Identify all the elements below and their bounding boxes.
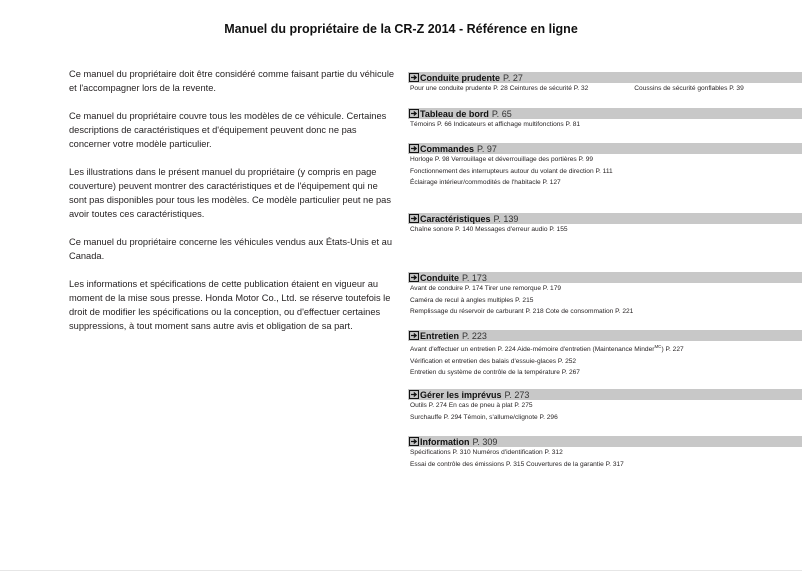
- section-page: P. 309: [472, 436, 498, 447]
- toc-section-entretien: [408, 330, 802, 379]
- toc-entry[interactable]: Témoins P. 66 Indicateurs et affichage multifonctions P. 81: [410, 121, 581, 128]
- page-divider: [0, 570, 802, 571]
- section-header-link[interactable]: [408, 72, 802, 83]
- section-page: P. 223: [462, 330, 487, 341]
- arrow-right-icon: [409, 214, 419, 223]
- toc-entry[interactable]: Avant d'effectuer un entretien P. 224 Aide-mémoire d'entretien (Maintenance Minder$^{MC}$) P. 227: [410, 344, 684, 353]
- section-title: Conduite: [420, 272, 459, 283]
- toc-section-conduite-prudente: [408, 72, 802, 95]
- section-title: Tableau de bord: [420, 108, 489, 119]
- toc-section-commandes: [408, 143, 802, 189]
- section-header-link[interactable]: [408, 330, 802, 341]
- section-title: Information: [420, 436, 470, 447]
- section-title: Gérer les imprévus: [420, 389, 502, 400]
- toc-section-tableau-de-bord: [408, 108, 802, 131]
- intro-paragraph: Les illustrations dans le présent manuel du propriétaire (y compris en page couverture) peuvent montrer des caractéristiques et de l'équipement qui ne sont pas disponibles pour tous les modèles. Ce modèle particulier peut ne pas avoir toutes ces caractéristiques.: [69, 167, 391, 219]
- arrow-right-icon: [409, 144, 419, 153]
- toc-section-conduite: [408, 272, 802, 318]
- toc-entry[interactable]: Vérification et entretien des balais d'essuie-glaces P. 252: [410, 357, 577, 365]
- arrow-right-icon: [409, 109, 419, 118]
- section-header-link[interactable]: [408, 272, 802, 283]
- section-header-link[interactable]: [408, 143, 802, 154]
- intro-paragraph: Les informations et spécifications de cette publication étaient en vigueur au moment de la mise sous presse. Honda Motor Co., Ltd. se réserve toutefois le droit de modifier les spécifications ou la conception, ou d'effectuer certaines suppressions, à tout moment sans autre avis et obligation de sa part.: [69, 279, 391, 331]
- section-header-link[interactable]: [408, 108, 802, 119]
- toc-entry[interactable]: Spécifications P. 310 Numéros d'identification P. 312: [410, 449, 563, 456]
- toc-entry[interactable]: Caméra de recul à angles multiples P. 215: [410, 296, 534, 304]
- page-title: Manuel du propriétaire de la CR-Z 2014 - Référence en ligne: [224, 22, 578, 36]
- section-title: Conduite prudente: [420, 72, 500, 83]
- toc-entry[interactable]: Pour une conduite prudente P. 28 Ceintures de sécurité P. 32 Coussins de sécurité gonflables P. 39: [410, 85, 744, 92]
- intro-paragraph: Ce manuel du propriétaire concerne les véhicules vendus aux États-Unis et au Canada.: [69, 237, 392, 261]
- toc-entry[interactable]: Entretien du système de contrôle de la température P. 267: [410, 369, 580, 376]
- section-header-link[interactable]: [408, 436, 802, 447]
- toc-entry[interactable]: Outils P. 274 En cas de pneu à plat P. 275: [410, 402, 533, 409]
- intro-text: [69, 67, 397, 347]
- arrow-right-icon: [409, 331, 419, 340]
- toc-section-information: [408, 436, 802, 470]
- intro-paragraph: Ce manuel du propriétaire doit être considéré comme faisant partie du véhicule et l'accompagner lors de la revente.: [69, 69, 395, 93]
- section-title: Entretien: [420, 330, 460, 341]
- toc-entry[interactable]: Horloge P. 98 Verrouillage et déverrouillage des portières P. 99: [410, 156, 594, 163]
- toc-entry[interactable]: Avant de conduire P. 174 Tirer une remorque P. 179: [410, 285, 562, 292]
- intro-paragraph: Ce manuel du propriétaire couvre tous les modèles de ce véhicule. Certaines descriptions de caractéristiques et d'équipement peuvent donc ne pas concerner votre modèle particulier.: [69, 111, 387, 149]
- section-page: P. 97: [477, 143, 497, 154]
- section-title: Commandes: [420, 143, 475, 154]
- arrow-right-icon: [409, 437, 419, 446]
- section-page: P. 65: [491, 108, 512, 119]
- toc-entry[interactable]: Surchauffe P. 294 Témoin, s'allume/clignote P. 296: [410, 413, 558, 421]
- arrow-right-icon: [409, 390, 419, 399]
- toc-section-caracteristiques: [408, 213, 802, 236]
- toc-entry[interactable]: Remplissage du réservoir de carburant P. 218 Cote de consommation P. 221: [410, 308, 634, 315]
- section-page: P. 173: [462, 272, 487, 283]
- section-header-link[interactable]: [408, 389, 802, 400]
- section-page: P. 139: [493, 213, 519, 224]
- section-title: Caractéristiques: [420, 213, 491, 224]
- toc-entry[interactable]: Essai de contrôle des émissions P. 315 Couvertures de la garantie P. 317: [410, 460, 624, 468]
- section-header-link[interactable]: [408, 213, 802, 224]
- arrow-right-icon: [409, 73, 419, 82]
- toc-entry[interactable]: Chaîne sonore P. 140 Messages d'erreur audio P. 155: [410, 226, 568, 233]
- toc-entry[interactable]: Fonctionnement des interrupteurs autour du volant de direction P. 111: [410, 167, 613, 175]
- toc-entry[interactable]: Éclairage intérieur/commodités de l'habitacle P. 127: [410, 179, 561, 186]
- toc-section-gerer-les-imprevus: [408, 389, 802, 423]
- section-page: P. 27: [503, 72, 523, 83]
- arrow-right-icon: [409, 273, 419, 282]
- section-page: P. 273: [504, 389, 530, 400]
